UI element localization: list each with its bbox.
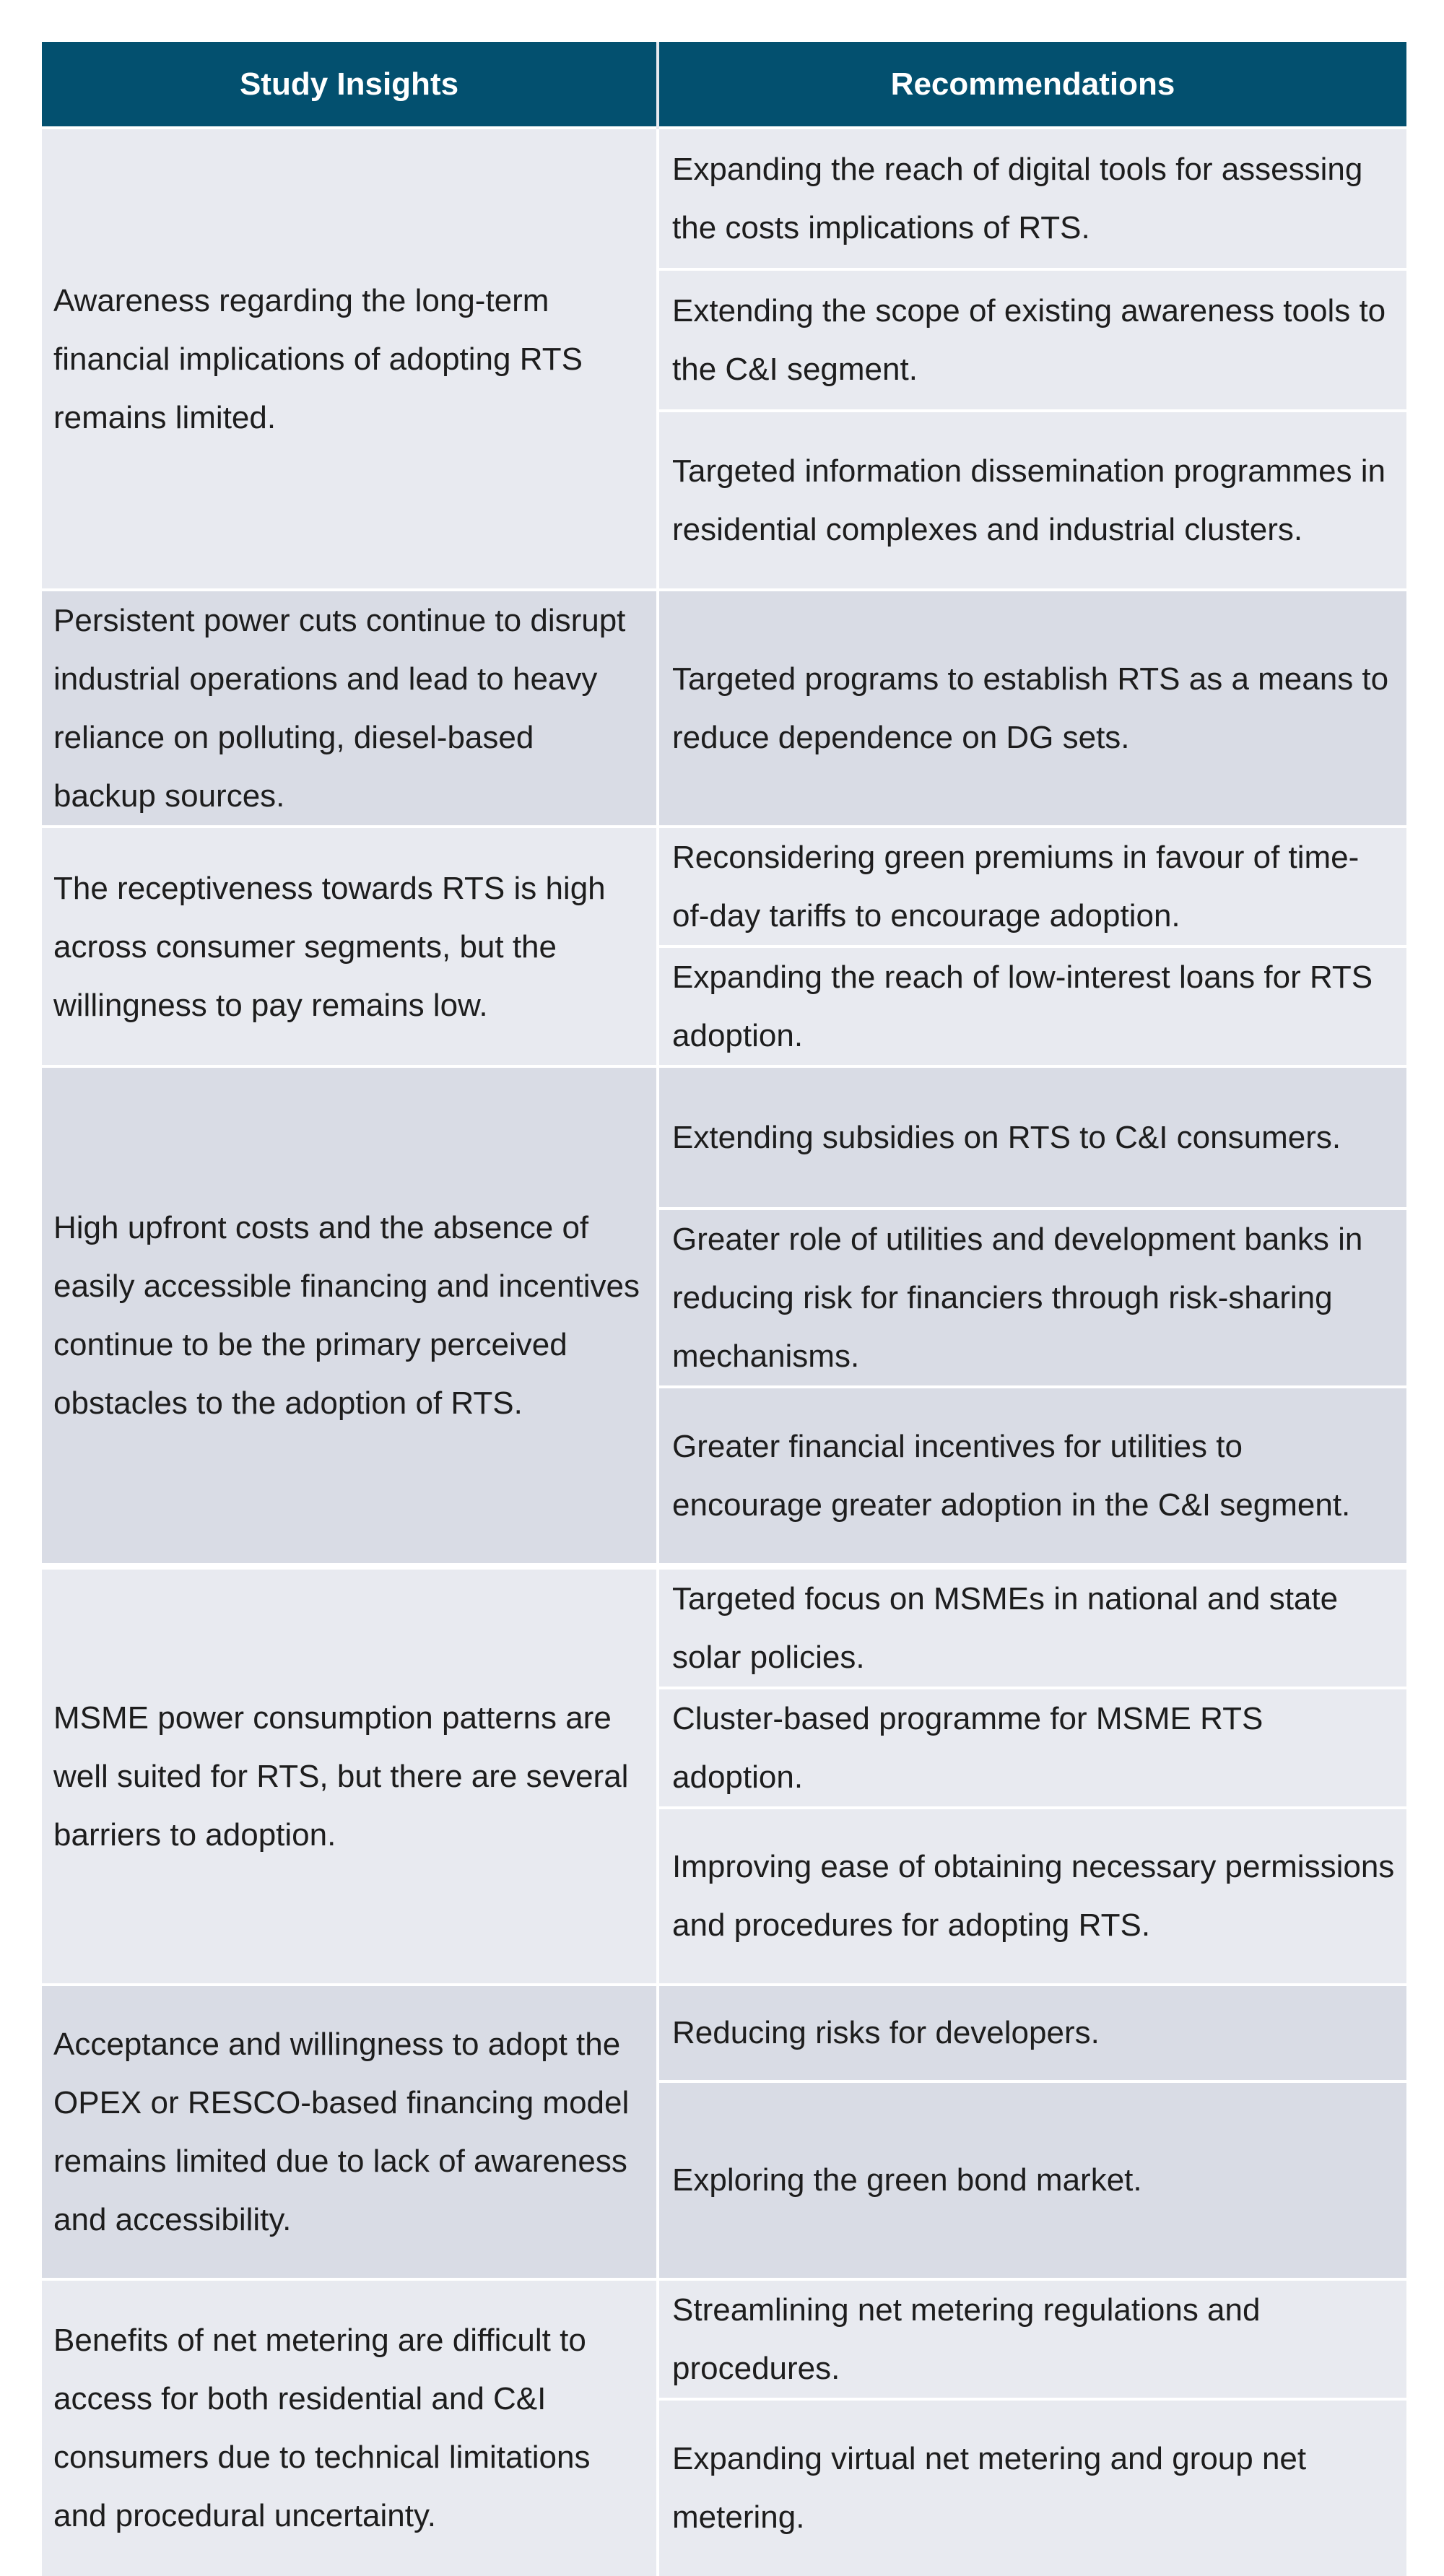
recommendation-cell: Expanding the reach of digital tools for assessing the costs implications of RTS. bbox=[658, 128, 1406, 269]
recommendation-cell: Extending subsidies on RTS to C&I consumers. bbox=[658, 1066, 1406, 1209]
table-header-row bbox=[42, 42, 1406, 128]
insight-cell: Persistent power cuts continue to disrupt industrial operations and lead to heavy reliance on polluting, diesel-based backup sources. bbox=[42, 590, 658, 827]
recommendation-cell: Reducing risks for developers. bbox=[658, 1985, 1406, 2081]
insight-cell: High upfront costs and the absence of easily accessible financing and incentives continue to be the primary perceived obstacles to the adoption of RTS. bbox=[42, 1066, 658, 1566]
recommendation-cell: Greater financial incentives for utilities to encourage greater adoption in the C&I segment. bbox=[658, 1387, 1406, 1566]
header-recommendations: Recommendations bbox=[658, 42, 1406, 128]
recommendation-cell: Cluster-based programme for MSME RTS adoption. bbox=[658, 1688, 1406, 1808]
table-row bbox=[42, 1985, 1406, 2081]
insights-recommendations-table bbox=[42, 42, 1406, 2576]
recommendation-cell: Reconsidering green premiums in favour of time-of-day tariffs to encourage adoption. bbox=[658, 827, 1406, 947]
recommendation-cell: Expanding the reach of low-interest loans for RTS adoption. bbox=[658, 947, 1406, 1066]
insight-cell: Acceptance and willingness to adopt the OPEX or RESCO-based financing model remains limited due to lack of awareness and accessibility. bbox=[42, 1985, 658, 2279]
insight-cell: MSME power consumption patterns are well suited for RTS, but there are several barriers to adoption. bbox=[42, 1566, 658, 1985]
table-row bbox=[42, 128, 1406, 269]
insight-cell: Benefits of net metering are difficult to access for both residential and C&I consumers due to technical limitations and procedural uncertainty. bbox=[42, 2279, 658, 2576]
recommendation-cell: Expanding virtual net metering and group net metering. bbox=[658, 2399, 1406, 2576]
table-row bbox=[42, 1066, 1406, 1209]
recommendation-cell: Targeted focus on MSMEs in national and state solar policies. bbox=[658, 1566, 1406, 1688]
recommendation-cell: Streamlining net metering regulations and procedures. bbox=[658, 2279, 1406, 2399]
table-row bbox=[42, 2279, 1406, 2399]
table-row bbox=[42, 590, 1406, 827]
recommendation-cell: Improving ease of obtaining necessary permissions and procedures for adopting RTS. bbox=[658, 1808, 1406, 1985]
table-row bbox=[42, 827, 1406, 947]
recommendation-cell: Greater role of utilities and development banks in reducing risk for financiers through risk-sharing mechanisms. bbox=[658, 1209, 1406, 1387]
recommendation-cell: Exploring the green bond market. bbox=[658, 2081, 1406, 2279]
recommendation-cell: Targeted information dissemination programmes in residential complexes and industrial clusters. bbox=[658, 411, 1406, 590]
insight-cell: The receptiveness towards RTS is high across consumer segments, but the willingness to pay remains low. bbox=[42, 827, 658, 1066]
recommendation-cell: Extending the scope of existing awareness tools to the C&I segment. bbox=[658, 269, 1406, 411]
table-row bbox=[42, 1566, 1406, 1688]
recommendation-cell: Targeted programs to establish RTS as a means to reduce dependence on DG sets. bbox=[658, 590, 1406, 827]
header-study-insights: Study Insights bbox=[42, 42, 658, 128]
insight-cell: Awareness regarding the long-term financial implications of adopting RTS remains limited. bbox=[42, 128, 658, 590]
